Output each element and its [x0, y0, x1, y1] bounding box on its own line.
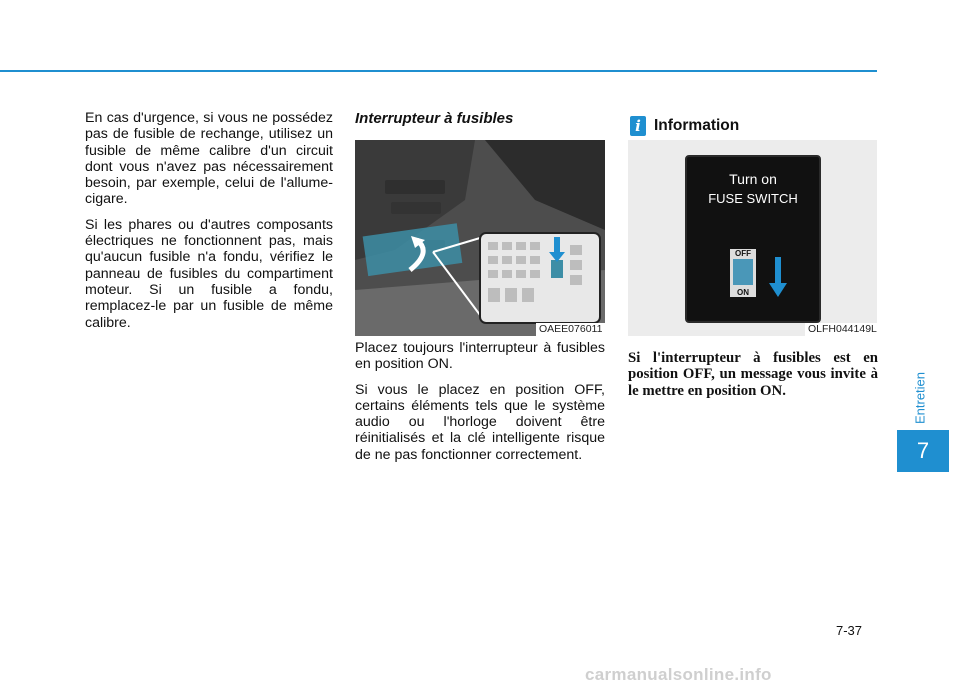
down-arrow-icon: [769, 257, 787, 297]
top-rule: [0, 70, 877, 72]
display-line-2: FUSE SWITCH: [708, 191, 798, 206]
fuse-switch-photo: [355, 140, 605, 336]
paragraph: Placez toujours l'interrupteur à fusibles en position ON.: [355, 340, 605, 373]
image-caption: OAEE076011: [536, 323, 605, 336]
page-number: 7-37: [836, 623, 863, 638]
section-title: Interrupteur à fusibles: [355, 110, 514, 127]
paragraph: Si les phares ou d'autres composants électriques ne fonctionnent pas, mais qu'aucun fusible n'a fondu, vérifiez le panneau de fusibles du compartiment moteur. Si un fusible a fondu, remplacez-le par un fusible de même calibre.: [85, 216, 333, 331]
info-icon: i: [630, 116, 646, 136]
chapter-number-box: 7: [897, 430, 949, 472]
information-title: Information: [654, 117, 740, 134]
switch-off-label: OFF: [735, 249, 751, 258]
middle-column: [355, 340, 605, 472]
information-illustration: [628, 140, 877, 336]
left-column: [85, 110, 333, 340]
information-heading: [630, 116, 739, 136]
fuse-switch-graphic: [730, 249, 756, 297]
switch-on-label: ON: [737, 288, 749, 297]
side-tab-text: Entretien: [912, 371, 928, 425]
switch-body: [733, 259, 753, 285]
paragraph: En cas d'urgence, si vous ne possédez pas de fusible de rechange, utilisez un fusible de même calibre d'un circuit dont vous n'avez pas nécessairement besoin, par exemple, celui de l'allume-cigare.: [85, 110, 333, 208]
cluster-display: [685, 155, 821, 323]
information-text: Si l'interrupteur à fusibles est en position OFF, un message vous invite à le mettre en position ON.: [628, 350, 878, 399]
watermark: carmanualsonline.info: [585, 665, 772, 684]
side-tab-label: [895, 368, 945, 428]
paragraph: Si vous le placez en position OFF, certains éléments tels que le système audio ou l'horloge doivent être réinitialisés et la clé intelligente risque de ne pas fonctionner correctement.: [355, 381, 605, 463]
image-caption: OLFH044149L: [805, 323, 880, 336]
display-line-1: Turn on: [729, 171, 777, 187]
